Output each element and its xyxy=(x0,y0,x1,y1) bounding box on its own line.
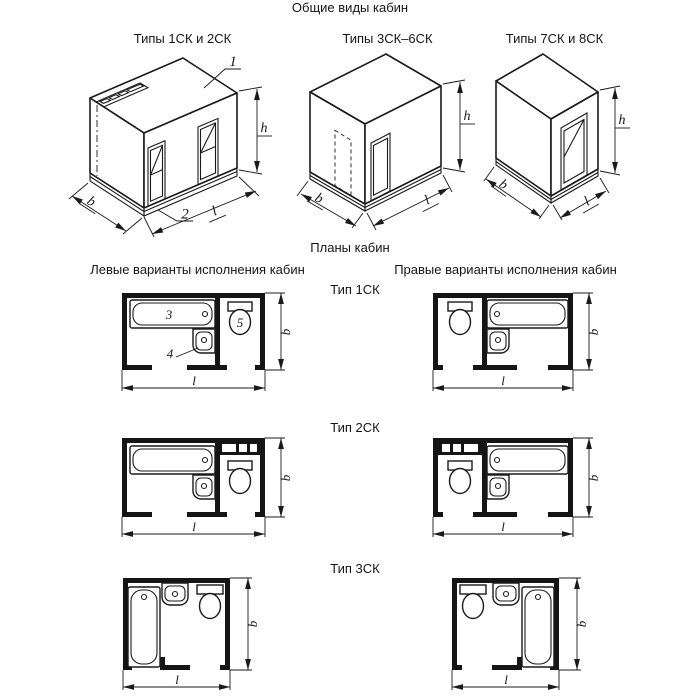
iso-view-types-1sk-2sk xyxy=(56,50,288,246)
bowl xyxy=(450,469,471,494)
callout-washbasin-number: 4 xyxy=(166,346,174,361)
callout-bathtub: 3 xyxy=(165,307,173,322)
plan-2sk-right xyxy=(425,433,615,541)
dim-l xyxy=(433,517,573,537)
cabin-box xyxy=(496,54,598,196)
toilet-symbol xyxy=(228,302,252,335)
dim-l xyxy=(433,370,573,391)
dim-b xyxy=(265,293,293,370)
plan-1sk-left xyxy=(112,288,302,394)
washbasin-symbol xyxy=(193,329,215,353)
dim-l xyxy=(122,370,265,391)
washbasin-symbol xyxy=(487,475,509,499)
plan-3sk-right xyxy=(440,573,600,698)
dim-label-b: b xyxy=(574,620,589,628)
dim-l xyxy=(452,670,559,690)
page-title: Общие виды кабин xyxy=(291,0,409,15)
dim-label-l: l xyxy=(422,193,433,209)
vent-block xyxy=(215,438,260,455)
bowl xyxy=(200,594,221,619)
vent-block xyxy=(438,438,482,455)
dim-b xyxy=(573,438,601,517)
cabin-box xyxy=(310,54,441,204)
dim-label-b: b xyxy=(245,620,260,628)
washbasin-symbol xyxy=(493,583,519,605)
callout-panel-number: 1 xyxy=(229,54,237,70)
dim-b xyxy=(265,438,293,517)
type-label-3sk: Тип 3СК xyxy=(330,561,380,576)
dim-label-l: l xyxy=(192,373,196,388)
dim-label-b: b xyxy=(311,190,326,208)
iso-view-types-3sk-6sk xyxy=(283,52,481,238)
dim-label-l: l xyxy=(504,672,508,687)
return-wall xyxy=(160,657,165,670)
view-label-7sk-8sk: Типы 7СК и 8СК xyxy=(505,31,604,46)
dim-label-b: b xyxy=(586,474,601,482)
dim-b xyxy=(573,293,601,370)
plan-3sk-left xyxy=(115,573,275,698)
plan-2sk-left xyxy=(112,433,302,541)
dim-label-h: h xyxy=(463,109,471,124)
bowl xyxy=(463,594,484,619)
dim-l xyxy=(123,670,230,690)
dim-label-b: b xyxy=(586,328,601,336)
bathtub-symbol xyxy=(487,300,568,328)
dim-label-h: h xyxy=(618,113,626,128)
bowl xyxy=(230,469,251,494)
bathtub-symbol xyxy=(130,300,215,328)
bathtub-symbol xyxy=(130,446,215,474)
view-label-1sk-2sk: Типы 1СК и 2СК xyxy=(133,31,232,46)
iso-view-types-7sk-8sk xyxy=(473,52,659,234)
dim-label-l: l xyxy=(175,672,179,687)
callout-toilet: 5 xyxy=(236,315,244,330)
washbasin-symbol xyxy=(193,475,215,499)
partition-wall xyxy=(482,443,487,517)
plans-title: Планы кабин xyxy=(310,240,390,255)
plan-1sk-right xyxy=(425,288,615,394)
dim-b xyxy=(230,578,260,670)
washbasin-symbol xyxy=(162,583,188,605)
return-wall xyxy=(517,657,522,670)
cistern xyxy=(197,585,223,594)
dim-l xyxy=(122,517,265,537)
callout-base-number: 2 xyxy=(181,206,189,223)
partition-wall xyxy=(215,298,220,370)
bathtub-symbol xyxy=(522,587,554,667)
cistern xyxy=(460,585,486,594)
right-variants-label: Правые варианты исполнения кабин xyxy=(394,262,617,277)
dim-label-b: b xyxy=(278,474,293,482)
type-label-1sk: Тип 1СК xyxy=(330,282,380,297)
dim-label-b: b xyxy=(495,176,511,194)
dim-label-l: l xyxy=(209,204,220,220)
dim-h xyxy=(443,80,475,172)
bathtub-symbol xyxy=(128,587,160,667)
toilet-symbol xyxy=(197,585,223,619)
dim-b xyxy=(559,578,589,670)
dim-label-l: l xyxy=(501,519,505,534)
toilet-symbol xyxy=(448,302,472,335)
dim-label-b: b xyxy=(278,328,293,336)
type-label-2sk: Тип 2СК xyxy=(330,420,380,435)
callout-base xyxy=(158,207,193,223)
dim-label-h: h xyxy=(260,121,268,136)
dim-h xyxy=(239,87,272,174)
toilet-symbol xyxy=(448,461,472,494)
washbasin-symbol xyxy=(487,329,509,353)
dim-label-l: l xyxy=(192,519,196,534)
partition-wall xyxy=(482,298,487,370)
dim-label-b: b xyxy=(83,193,98,211)
toilet-symbol xyxy=(228,461,252,494)
dim-h xyxy=(600,86,630,175)
bowl xyxy=(450,310,471,335)
toilet-symbol xyxy=(460,585,486,619)
bathtub-symbol xyxy=(487,446,568,474)
left-variants-label: Левые варианты исполнения кабин xyxy=(90,262,305,277)
view-label-3sk-6sk: Типы 3СК–6СК xyxy=(342,31,433,46)
dim-label-l: l xyxy=(501,373,505,388)
dim-label-l: l xyxy=(581,194,593,210)
